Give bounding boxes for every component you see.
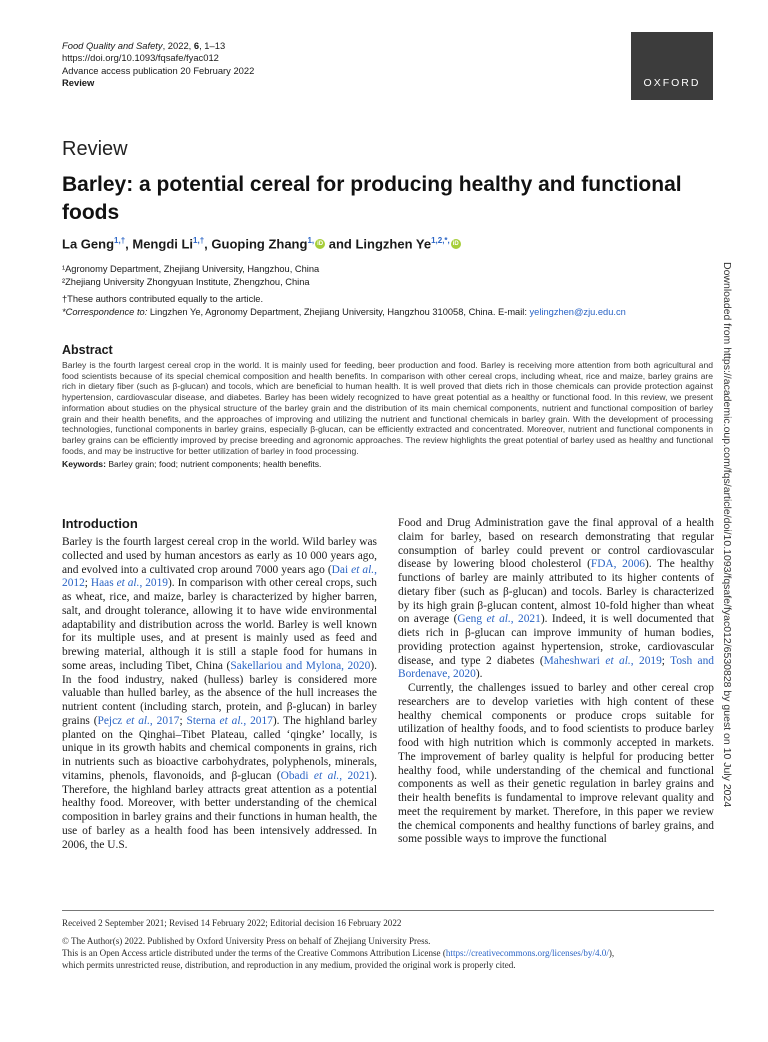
orcid-icon[interactable]: iD bbox=[452, 241, 459, 248]
author-name: Lingzhen Ye bbox=[355, 236, 432, 252]
body-text-run: Barley is the fourth largest cereal crop in the world. Wild barley was collected and used by human ancestors as early as 10 000 years ago, and evolved into a cultivated crop around 7000 years ago ( bbox=[62, 536, 377, 576]
citation-link[interactable]: Haas et al., 2019 bbox=[90, 577, 168, 590]
body-text-run: ). In the food industry, naked (hulless) barley is considered more valuable than hulled barley, as the absence of the hull increases the nutrient content (including starch, protein, and β-glucan) in barley grains ( bbox=[62, 659, 377, 727]
citation-link[interactable]: Tosh and Bordenave, 2020 bbox=[398, 654, 714, 681]
equal-contribution-note: †These authors contributed equally to the article. bbox=[62, 294, 264, 304]
keywords-list: Barley grain; food; nutrient components; health benefits. bbox=[105, 459, 322, 470]
author-list bbox=[62, 236, 461, 251]
citation-volume: 6 bbox=[193, 40, 200, 51]
author-affiliation-marker: 1, bbox=[307, 236, 315, 245]
section-label: Review bbox=[62, 138, 128, 160]
doi-link[interactable]: https://doi.org/10.1093/fqsafe/fyac012 bbox=[62, 52, 219, 64]
citation-link[interactable]: Sakellariou and Mylona, 2020 bbox=[230, 659, 371, 672]
affiliation-2: ²Zhejiang University Zhongyuan Institute, Zhengzhou, China bbox=[62, 276, 310, 287]
download-side-note: Downloaded from https://academic.oup.com/fqs/article/doi/10.1093/fqsafe/fyac012/6530828 by guest on 10 July 2024 bbox=[721, 262, 733, 808]
correspondence-email-link[interactable]: yelingzhen@zju.edu.cn bbox=[529, 306, 626, 317]
body-text-run: ). Therefore, the highland barley attracts great attention as a potential healthy food. Moreover, with better understanding of the chemical composition in barley grains and their functions in human health, the use of barley as a health food has been intensively addressed. In 2006, the U.S. bbox=[62, 769, 377, 851]
citation-link[interactable]: Geng et al., 2021 bbox=[457, 613, 541, 626]
affiliation-1: ¹Agronomy Department, Zhejiang University, Hangzhou, China bbox=[62, 264, 320, 274]
copyright-line: © The Author(s) 2022. Published by Oxford University Press on behalf of Zhejiang University Press. bbox=[62, 936, 431, 946]
author-separator: , bbox=[204, 236, 212, 252]
running-header bbox=[62, 40, 254, 90]
body-text-run: ; bbox=[661, 654, 671, 667]
introduction-paragraph-1-continued bbox=[398, 517, 714, 682]
citation-link[interactable]: Pejcz et al., 2017 bbox=[97, 714, 180, 727]
body-column-left bbox=[62, 516, 377, 852]
citation-pages: , 1–13 bbox=[199, 40, 226, 51]
body-column-right bbox=[398, 517, 714, 847]
body-text-run: ). Indeed, it is well documented that diets rich in β-glucan can improve immunity of human bodies, providing protection against hypertension, stroke, cardiovascular disease, and type 2 diabetes ( bbox=[398, 613, 714, 667]
citation-year: , 2022, bbox=[162, 40, 194, 51]
body-text-run: Food and Drug Administration gave the final approval of a health claim for barley, based on research demonstrating that regular consumption of barley could prevent or control cardiovascular disease by lowering blood cholesterol ( bbox=[398, 517, 714, 571]
journal-name: Food Quality and Safety bbox=[62, 40, 163, 51]
author-affiliation-marker: 1,2,*, bbox=[431, 236, 450, 245]
citation-line bbox=[62, 40, 254, 52]
author-name: Guoping Zhang bbox=[211, 236, 308, 252]
citation-link[interactable]: FDA, 2006 bbox=[590, 558, 645, 571]
correspondence-label: *Correspondence to: bbox=[62, 306, 150, 317]
citation-link[interactable]: Obadi et al., 2021 bbox=[280, 769, 371, 782]
abstract-text: Barley is the fourth largest cereal crop in the world. It is mainly used for feeding, beer production and food. Barley is receiving more attention from both agricultural and food scientists because of its special chemical composition and health benefits. In comparison with other cereal crops, including wheat, rice and maize, barley grains are rich in dietary fiber (such as β-glucan) and tocols, which are beneficial to human health. It is well proved that diets rich in those chemicals can provide protection against hypertension, cardiovascular disease, and diabetes. Barley has been widely recognized to have great potential as a healthy or functional food. In this review, we present information about studies on the physical structure of the barley grain and the distribution of its main chemical components, nutrient and functional composition of barley grain and their health benefits, and the approaches of improving and utilizing the nutrient and functional chemicals in barley grain. With the development of processing technologies, functional components in barley grains, especially β-glucan, can be efficiently extracted and concentrated. Moreover, nutrient and functional components in barley grains can be efficiently improved by precise breeding and agronomic approaches. The review highlights the great potential of barley used as healthy and functional foods, and may be instructive for better utilization of barley in food processing. bbox=[62, 360, 713, 456]
advance-access-line: Advance access publication 20 February 2022 bbox=[62, 64, 255, 76]
abstract-heading: Abstract bbox=[62, 343, 113, 357]
article-title: Barley: a potential cereal for producing healthy and functional foods bbox=[62, 173, 682, 224]
citation-link[interactable]: Maheshwari et al., 2019 bbox=[543, 654, 662, 667]
author-affiliation-marker: 1,† bbox=[114, 236, 126, 245]
citation-link[interactable]: Dai et al., 2012 bbox=[62, 563, 377, 590]
correspondence bbox=[62, 306, 702, 319]
affiliations bbox=[62, 263, 702, 318]
author-name: La Geng bbox=[62, 236, 115, 252]
author-name: Mengdi Li bbox=[132, 236, 194, 252]
license-terms: which permits unrestricted reuse, distribution, and reproduction in any medium, provided the original work is properly cited. bbox=[62, 960, 516, 970]
author-separator: and bbox=[325, 236, 356, 252]
body-text-run: ). The highland barley planted on the Qinghai–Tibet Plateau, called ‘qingke’ locally, is unique in its growth habits and chemical components in grains, rich in nutrients such as bioactive carbohydrates, polyphenols, minerals, vitamins, phenols, flavonoids, and β-glucan ( bbox=[62, 714, 378, 782]
introduction-paragraph-2 bbox=[398, 682, 714, 847]
history-dates: Received 2 September 2021; Revised 14 February 2022; Editorial decision 16 February 2022 bbox=[62, 918, 402, 928]
body-text-run: ). bbox=[475, 668, 483, 681]
introduction-paragraph-2-text: Currently, the challenges issued to barley and other cereal crop researchers are to develop varieties with high content of these healthy chemical components or produce crops suitable for utilization of healthy foods, and to food scientists to produce barley food with high nutrition which is commonly accepted in markets. The improvement of barley quality is helpful for producing better healthy food, while understanding of the chemical and functional components as well as their genetic regulation in barley grains and their health benefits is fundamental to improve relevant quality and meet the requirement by market. Therefore, in this paper we review the chemical components and healthy functions of barley grains, and some possible ways to improve the functional bbox=[398, 682, 714, 846]
license-line bbox=[62, 947, 714, 959]
oxford-logo[interactable] bbox=[631, 32, 713, 100]
license-link[interactable]: https://creativecommons.org/licenses/by/4.0/ bbox=[445, 948, 609, 958]
body-text-run: ). The healthy functions of barley are mainly attributed to its higher contents of dietary fiber (such as β-glucan) and tocols. Barley is characterized by its high grain β-glucan content, almost 10-fold higher than wheat on average ( bbox=[398, 558, 714, 626]
oxford-logo-text: OXFORD bbox=[643, 77, 701, 89]
citation-link[interactable]: Sterna et al., 2017 bbox=[186, 714, 273, 727]
keywords-label: Keywords: bbox=[62, 459, 106, 470]
article-type: Review bbox=[62, 77, 95, 89]
introduction-paragraph-1 bbox=[62, 536, 377, 852]
license-intro: This is an Open Access article distributed under the terms of the Creative Commons Attribution License ( bbox=[62, 948, 446, 958]
author-separator: , bbox=[125, 236, 133, 252]
body-text-run: ). In comparison with other cereal crops, such as wheat, rice, and maize, barley is characterized by higher barren, salt, and drought tolerance, allowing it to have wide environmental adaptability and distribution across the world. Barley is well known for its multiple uses, and at present is mainly used as feed and brewing material, although it is still a staple food for humans in some areas, including Tibet, China ( bbox=[62, 577, 377, 672]
correspondence-text: Lingzhen Ye, Agronomy Department, Zhejiang University, Hangzhou 310058, China. E-mail: bbox=[149, 306, 530, 317]
keywords bbox=[62, 459, 713, 470]
body-text-run: ; bbox=[84, 577, 91, 590]
introduction-heading: Introduction bbox=[62, 516, 138, 531]
license-close: ), bbox=[608, 948, 615, 958]
body-text-run: ; bbox=[179, 714, 187, 727]
footer-divider bbox=[62, 910, 714, 911]
abstract-section bbox=[62, 343, 713, 470]
author-affiliation-marker: 1,† bbox=[193, 236, 205, 245]
orcid-icon[interactable]: iD bbox=[317, 241, 324, 248]
article-footer bbox=[62, 917, 714, 971]
